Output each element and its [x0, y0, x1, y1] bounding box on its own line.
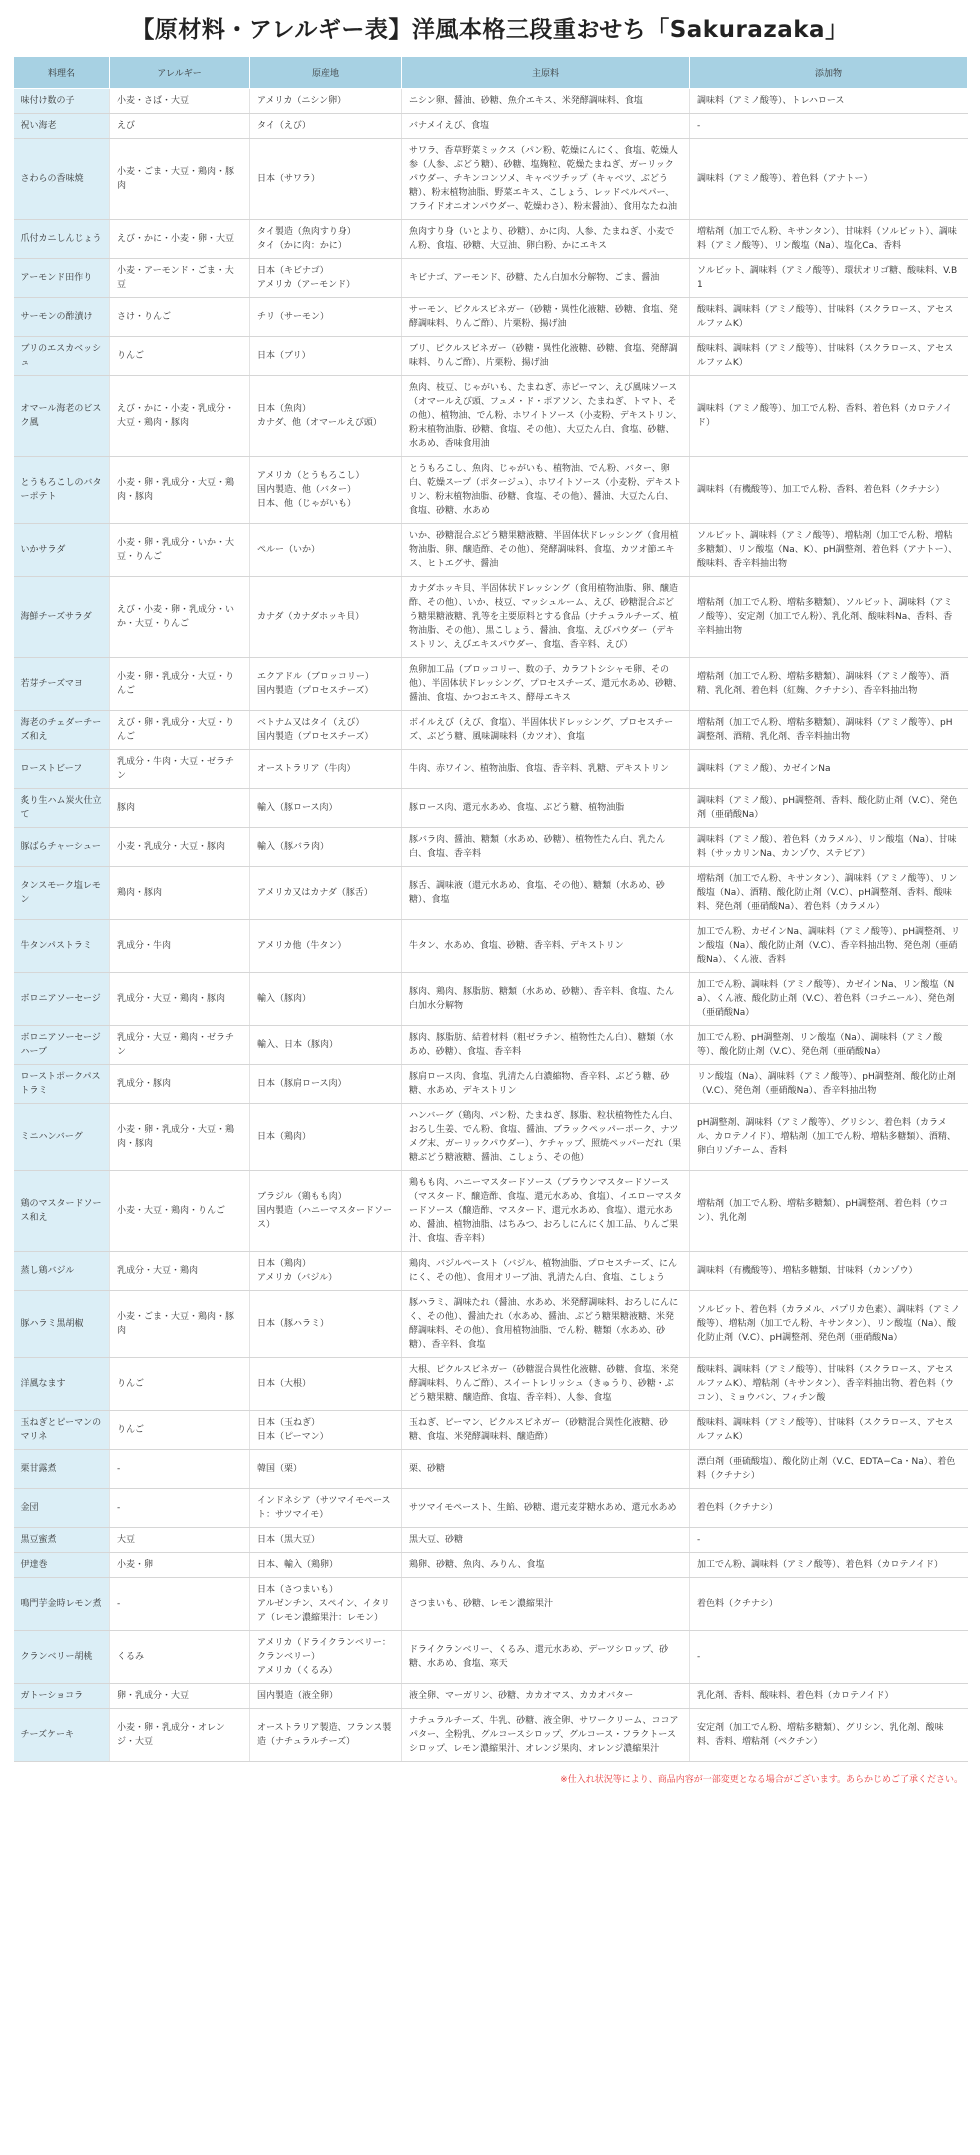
- dish-name-cell: いかサラダ: [14, 524, 110, 577]
- header-dish-name: 料理名: [14, 57, 110, 89]
- origin-cell: 日本（魚肉） カナダ、他（オマールえび頭）: [250, 376, 402, 457]
- allergen-cell: えび: [110, 114, 250, 139]
- additives-cell: 増粘剤（加工でん粉、増粘多糖類）、pH調整剤、着色料（ウコン）、乳化剤: [690, 1171, 968, 1252]
- origin-cell: 輸入（豚肉）: [250, 973, 402, 1026]
- main-ingredients-cell: 魚肉、枝豆、じゃがいも、たまねぎ、赤ピーマン、えび風味ソース（オマールえび頭、フュメ・ド・ポアソン、たまねぎ、トマト、その他）、植物油、でん粉、ホワイトソース（小麦粉、デキストリン、粉末植物油脂、砂糖、食塩、その他）、大豆たん白、食塩、砂糖、水あめ、香味食用油: [402, 376, 690, 457]
- table-row: [14, 1171, 968, 1252]
- origin-cell: 日本（ブリ）: [250, 337, 402, 376]
- dish-name-cell: サーモンの酢漬け: [14, 298, 110, 337]
- table-row: [14, 1553, 968, 1578]
- origin-cell: 日本（玉ねぎ） 日本（ピーマン）: [250, 1411, 402, 1450]
- main-ingredients-cell: 玉ねぎ、ピーマン、ピクルスビネガー（砂糖混合異性化液糖、砂糖、食塩、米発酵調味料、醸造酢）: [402, 1411, 690, 1450]
- dish-name-cell: 栗甘露煮: [14, 1450, 110, 1489]
- additives-cell: ソルビット、調味料（アミノ酸等）、環状オリゴ糖、酸味料、V.B1: [690, 259, 968, 298]
- main-ingredients-cell: ブリ、ピクルスビネガー（砂糖・異性化液糖、砂糖、食塩、発酵調味料、りんご酢）、片栗粉、揚げ油: [402, 337, 690, 376]
- origin-cell: 日本（さつまいも） アルゼンチン、スペイン、イタリア（レモン濃縮果汁：レモン）: [250, 1578, 402, 1631]
- allergen-cell: 小麦・アーモンド・ごま・大豆: [110, 259, 250, 298]
- additives-cell: 調味料（有機酸等）、増粘多糖類、甘味料（カンゾウ）: [690, 1252, 968, 1291]
- additives-cell: -: [690, 1631, 968, 1684]
- main-ingredients-cell: ボイルえび（えび、食塩）、半固体状ドレッシング、プロセスチーズ、ぶどう糖、風味調味料（カツオ）、食塩: [402, 711, 690, 750]
- allergen-cell: 小麦・ごま・大豆・鶏肉・豚肉: [110, 139, 250, 220]
- table-row: [14, 457, 968, 524]
- table-row: [14, 524, 968, 577]
- dish-name-cell: さわらの香味焼: [14, 139, 110, 220]
- dish-name-cell: 爪付カニしんじょう: [14, 220, 110, 259]
- table-row: [14, 789, 968, 828]
- origin-cell: アメリカ又はカナダ（豚舌）: [250, 867, 402, 920]
- origin-cell: 輸入、日本（豚肉）: [250, 1026, 402, 1065]
- additives-cell: 酸味料、調味料（アミノ酸等）、甘味料（スクラロース、アセスルファムK）: [690, 337, 968, 376]
- additives-cell: 調味料（アミノ酸等）、加工でん粉、香料、着色料（カロテノイド）: [690, 376, 968, 457]
- additives-cell: 安定剤（加工でん粉、増粘多糖類）、グリシン、乳化剤、酸味料、香料、増粘剤（ペクチン）: [690, 1709, 968, 1762]
- dish-name-cell: クランベリー胡桃: [14, 1631, 110, 1684]
- origin-cell: 日本（豚肩ロース肉）: [250, 1065, 402, 1104]
- table-row: [14, 1684, 968, 1709]
- dish-name-cell: 黒豆蜜煮: [14, 1528, 110, 1553]
- main-ingredients-cell: 黒大豆、砂糖: [402, 1528, 690, 1553]
- allergen-cell: 小麦・卵・乳成分・いか・大豆・りんご: [110, 524, 250, 577]
- allergen-cell: -: [110, 1578, 250, 1631]
- origin-cell: ブラジル（鶏もも肉） 国内製造（ハニーマスタードソース）: [250, 1171, 402, 1252]
- dish-name-cell: オマール海老のビスク風: [14, 376, 110, 457]
- dish-name-cell: ローストポークパストラミ: [14, 1065, 110, 1104]
- allergen-cell: -: [110, 1489, 250, 1528]
- origin-cell: アメリカ（ドライクランベリー：クランベリー） アメリカ（くるみ）: [250, 1631, 402, 1684]
- table-row: [14, 577, 968, 658]
- table-row: [14, 1489, 968, 1528]
- main-ingredients-cell: 豚舌、調味液（還元水あめ、食塩、その他）、糖類（水あめ、砂糖）、食塩: [402, 867, 690, 920]
- additives-cell: ソルビット、調味料（アミノ酸等）、増粘剤（加工でん粉、増粘多糖類）、リン酸塩（Na、K）、pH調整剤、着色料（アナトー）、酸味料、香辛料抽出物: [690, 524, 968, 577]
- additives-cell: 調味料（アミノ酸等）、トレハロース: [690, 89, 968, 114]
- main-ingredients-cell: 鶏もも肉、ハニーマスタードソース（ブラウンマスタードソース（マスタード、醸造酢、食塩、還元水あめ、食塩）、イエローマスタードソース（醸造酢、マスタード、還元水あめ、食塩）、還元水あめ、醤油、植物油脂、はちみつ、おろしにんにく加工品、りんご果汁、食塩、香辛料）: [402, 1171, 690, 1252]
- origin-cell: アメリカ（ニシン卵）: [250, 89, 402, 114]
- header-additives: 添加物: [690, 57, 968, 89]
- dish-name-cell: 豚ばらチャーシュー: [14, 828, 110, 867]
- main-ingredients-cell: ニシン卵、醤油、砂糖、魚介エキス、米発酵調味料、食塩: [402, 89, 690, 114]
- dish-name-cell: ボロニアソーセージハーブ: [14, 1026, 110, 1065]
- allergen-cell: 乳成分・大豆・鶏肉: [110, 1252, 250, 1291]
- dish-name-cell: 蒸し鶏バジル: [14, 1252, 110, 1291]
- allergen-cell: 小麦・卵・乳成分・大豆・鶏肉・豚肉: [110, 457, 250, 524]
- table-row: [14, 1631, 968, 1684]
- additives-cell: 増粘剤（加工でん粉、キサンタン）、甘味料（ソルビット）、調味料（アミノ酸等）、リン酸塩（Na）、塩化Ca、香料: [690, 220, 968, 259]
- allergen-cell: 乳成分・牛肉: [110, 920, 250, 973]
- origin-cell: 日本（鶏肉） アメリカ（バジル）: [250, 1252, 402, 1291]
- dish-name-cell: 海鮮チーズサラダ: [14, 577, 110, 658]
- main-ingredients-cell: 鶏卵、砂糖、魚肉、みりん、食塩: [402, 1553, 690, 1578]
- main-ingredients-cell: 栗、砂糖: [402, 1450, 690, 1489]
- main-ingredients-cell: 牛タン、水あめ、食塩、砂糖、香辛料、デキストリン: [402, 920, 690, 973]
- additives-cell: リン酸塩（Na）、調味料（アミノ酸等）、pH調整剤、酸化防止剤（V.C）、発色剤（亜硝酸Na）、香辛料抽出物: [690, 1065, 968, 1104]
- additives-cell: 酸味料、調味料（アミノ酸等）、甘味料（スクラロース、アセスルファムK）、増粘剤（キサンタン）、香辛料抽出物、着色料（ウコン）、ミョウバン、フィチン酸: [690, 1358, 968, 1411]
- origin-cell: 輸入（豚ロース肉）: [250, 789, 402, 828]
- additives-cell: 調味料（アミノ酸）、pH調整剤、香料、酸化防止剤（V.C）、発色剤（亜硝酸Na）: [690, 789, 968, 828]
- main-ingredients-cell: 豚肉、豚脂肪、結着材料（粗ゼラチン、植物性たん白）、糖類（水あめ、砂糖）、食塩、香辛料: [402, 1026, 690, 1065]
- additives-cell: 着色料（クチナシ）: [690, 1578, 968, 1631]
- dish-name-cell: 若芽チーズマヨ: [14, 658, 110, 711]
- main-ingredients-cell: 鶏肉、バジルペースト（バジル、植物油脂、プロセスチーズ、にんにく、その他）、食用オリーブ油、乳清たん白、食塩、こしょう: [402, 1252, 690, 1291]
- table-row: [14, 376, 968, 457]
- dish-name-cell: アーモンド田作り: [14, 259, 110, 298]
- additives-cell: 調味料（アミノ酸）、カゼインNa: [690, 750, 968, 789]
- table-row: [14, 1709, 968, 1762]
- origin-cell: 日本（黒大豆）: [250, 1528, 402, 1553]
- allergen-cell: 乳成分・大豆・鶏肉・豚肉: [110, 973, 250, 1026]
- allergen-cell: くるみ: [110, 1631, 250, 1684]
- allergen-cell: 小麦・卵・乳成分・大豆・鶏肉・豚肉: [110, 1104, 250, 1171]
- table-row: [14, 828, 968, 867]
- main-ingredients-cell: 魚卵加工品（ブロッコリー、数の子、カラフトシシャモ卵、その他）、半固体状ドレッシング、プロセスチーズ、還元水あめ、砂糖、醤油、食塩、かつおエキス、酵母エキス: [402, 658, 690, 711]
- dish-name-cell: 玉ねぎとピーマンのマリネ: [14, 1411, 110, 1450]
- additives-cell: 調味料（アミノ酸）、着色料（カラメル）、リン酸塩（Na）、甘味料（サッカリンNa、カンゾウ、ステビア）: [690, 828, 968, 867]
- origin-cell: ペルー（いか）: [250, 524, 402, 577]
- table-row: [14, 1065, 968, 1104]
- allergen-cell: えび・卵・乳成分・大豆・りんご: [110, 711, 250, 750]
- main-ingredients-cell: 牛肉、赤ワイン、植物油脂、食塩、香辛料、乳糖、デキストリン: [402, 750, 690, 789]
- allergen-cell: -: [110, 1450, 250, 1489]
- dish-name-cell: ローストビーフ: [14, 750, 110, 789]
- header-main-ingredients: 主原料: [402, 57, 690, 89]
- main-ingredients-cell: ハンバーグ（鶏肉、パン粉、たまねぎ、豚脂、粒状植物性たん白、おろし生姜、でん粉、食塩、醤油、ブラックペッパーポーク、ナツメグ末、ガーリックパウダー）、ケチャップ、照焼ペッパーだれ（果糖ぶどう糖液糖、醤油、こしょう、その他）: [402, 1104, 690, 1171]
- dish-name-cell: ボロニアソーセージ: [14, 973, 110, 1026]
- origin-cell: 日本（大根）: [250, 1358, 402, 1411]
- main-ingredients-cell: 豚バラ肉、醤油、糖類（水あめ、砂糖）、植物性たん白、乳たん白、食塩、香辛料: [402, 828, 690, 867]
- allergen-cell: 乳成分・豚肉: [110, 1065, 250, 1104]
- table-row: [14, 114, 968, 139]
- origin-cell: インドネシア（サツマイモペースト：サツマイモ）: [250, 1489, 402, 1528]
- additives-cell: 酸味料、調味料（アミノ酸等）、甘味料（スクラロース、アセスルファムK）: [690, 298, 968, 337]
- dish-name-cell: 鶏のマスタードソース和え: [14, 1171, 110, 1252]
- table-body: [14, 89, 968, 1762]
- table-header-row: [14, 57, 968, 89]
- allergen-cell: 小麦・卵・乳成分・大豆・りんご: [110, 658, 250, 711]
- main-ingredients-cell: 魚肉すり身（いとより、砂糖）、かに肉、人参、たまねぎ、小麦でん粉、食塩、砂糖、大豆油、卵白粉、かにエキス: [402, 220, 690, 259]
- main-ingredients-cell: キビナゴ、アーモンド、砂糖、たん白加水分解物、ごま、醤油: [402, 259, 690, 298]
- dish-name-cell: 伊達巻: [14, 1553, 110, 1578]
- allergen-cell: 小麦・さば・大豆: [110, 89, 250, 114]
- allergen-cell: 小麦・大豆・鶏肉・りんご: [110, 1171, 250, 1252]
- allergen-cell: りんご: [110, 337, 250, 376]
- additives-cell: 増粘剤（加工でん粉、増粘多糖類）、調味料（アミノ酸等）、酒精、乳化剤、着色料（紅麹、クチナシ）、香辛料抽出物: [690, 658, 968, 711]
- origin-cell: オーストラリア製造、フランス製造（ナチュラルチーズ）: [250, 1709, 402, 1762]
- allergen-cell: 卵・乳成分・大豆: [110, 1684, 250, 1709]
- origin-cell: タイ（えび）: [250, 114, 402, 139]
- allergen-cell: りんご: [110, 1358, 250, 1411]
- main-ingredients-cell: 液全卵、マーガリン、砂糖、カカオマス、カカオバター: [402, 1684, 690, 1709]
- table-row: [14, 220, 968, 259]
- dish-name-cell: 鳴門芋金時レモン煮: [14, 1578, 110, 1631]
- main-ingredients-cell: とうもろこし、魚肉、じゃがいも、植物油、でん粉、バター、卵白、乾燥スープ（ポタージュ）、ホワイトソース（小麦粉、デキストリン、粉末植物油脂、砂糖、食塩、その他）、醤油、大豆たん白、食塩、砂糖、水あめ: [402, 457, 690, 524]
- main-ingredients-cell: 豚ハラミ、調味たれ（醤油、水あめ、米発酵調味料、おろしにんにく、その他）、醤油たれ（水あめ、醤油、ぶどう糖果糖液糖、米発酵調味料、その他）、食用植物油脂、でん粉、糖類（水あめ、砂糖）、香辛料、食塩: [402, 1291, 690, 1358]
- origin-cell: 輸入（豚バラ肉）: [250, 828, 402, 867]
- table-row: [14, 1450, 968, 1489]
- dish-name-cell: 牛タンパストラミ: [14, 920, 110, 973]
- origin-cell: カナダ（カナダホッキ貝）: [250, 577, 402, 658]
- additives-cell: -: [690, 1528, 968, 1553]
- additives-cell: 増粘剤（加工でん粉、キサンタン）、調味料（アミノ酸等）、リン酸塩（Na）、酒精、酸化防止剤（V.C）、pH調整剤、香料、酸味料、発色剤（亜硝酸Na）、着色料（カラメル）: [690, 867, 968, 920]
- dish-name-cell: 炙り生ハム炭火仕立て: [14, 789, 110, 828]
- dish-name-cell: 祝い海老: [14, 114, 110, 139]
- origin-cell: エクアドル（ブロッコリー） 国内製造（プロセスチーズ）: [250, 658, 402, 711]
- table-row: [14, 1411, 968, 1450]
- table-row: [14, 711, 968, 750]
- main-ingredients-cell: 大根、ピクルスビネガー（砂糖混合異性化液糖、砂糖、食塩、米発酵調味料、りんご酢）、スイートレリッシュ（きゅうり、砂糖・ぶどう糖果糖、醸造酢、食塩、香辛料）、人参、食塩: [402, 1358, 690, 1411]
- allergen-cell: さけ・りんご: [110, 298, 250, 337]
- table-row: [14, 973, 968, 1026]
- table-row: [14, 867, 968, 920]
- header-allergens: アレルギー: [110, 57, 250, 89]
- additives-cell: 加工でん粉、調味料（アミノ酸等）、カゼインNa、リン酸塩（Na）、くん液、酸化防止剤（V.C）、着色料（コチニール）、発色剤（亜硝酸Na）: [690, 973, 968, 1026]
- allergen-cell: 大豆: [110, 1528, 250, 1553]
- additives-cell: 着色料（クチナシ）: [690, 1489, 968, 1528]
- main-ingredients-cell: ナチュラルチーズ、牛乳、砂糖、液全卵、サワークリーム、ココアパター、全粉乳、グルコースシロップ、グルコース・フラクトースシロップ、レモン濃縮果汁、オレンジ果肉、オレンジ濃縮果汁: [402, 1709, 690, 1762]
- additives-cell: 漂白剤（亜硫酸塩）、酸化防止剤（V.C、EDTA−Ca・Na）、着色料（クチナシ）: [690, 1450, 968, 1489]
- additives-cell: 加工でん粉、pH調整剤、リン酸塩（Na）、調味料（アミノ酸等）、酸化防止剤（V.C）、発色剤（亜硝酸Na）: [690, 1026, 968, 1065]
- additives-cell: 増粘剤（加工でん粉、増粘多糖類）、ソルビット、調味料（アミノ酸等）、安定剤（加工でん粉）、乳化剤、酸味料Na、香料、香辛料抽出物: [690, 577, 968, 658]
- table-row: [14, 1578, 968, 1631]
- dish-name-cell: 洋風なます: [14, 1358, 110, 1411]
- origin-cell: 韓国（栗）: [250, 1450, 402, 1489]
- additives-cell: ソルビット、着色料（カラメル、パプリカ色素）、調味料（アミノ酸等）、増粘剤（加工でん粉、キサンタン）、リン酸塩（Na）、酸化防止剤（V.C）、pH調整剤、発色剤（亜硝酸Na）: [690, 1291, 968, 1358]
- allergen-cell: 鶏肉・豚肉: [110, 867, 250, 920]
- main-ingredients-cell: 豚肉、鶏肉、豚脂肪、糖類（水あめ、砂糖）、香辛料、食塩、たん白加水分解物: [402, 973, 690, 1026]
- dish-name-cell: とうもろこしのバターポテト: [14, 457, 110, 524]
- additives-cell: 加工でん粉、調味料（アミノ酸等）、着色料（カロテノイド）: [690, 1553, 968, 1578]
- dish-name-cell: 金団: [14, 1489, 110, 1528]
- main-ingredients-cell: サツマイモペースト、生餡、砂糖、還元麦芽糖水あめ、還元水あめ: [402, 1489, 690, 1528]
- table-row: [14, 1252, 968, 1291]
- page-title: 【原材料・アレルギー表】洋風本格三段重おせち「Sakurazaka」: [131, 17, 849, 43]
- additives-cell: 調味料（アミノ酸等）、着色料（アナトー）: [690, 139, 968, 220]
- table-row: [14, 298, 968, 337]
- allergen-cell: 乳成分・大豆・鶏肉・ゼラチン: [110, 1026, 250, 1065]
- additives-cell: 酸味料、調味料（アミノ酸等）、甘味料（スクラロース、アセスルファムK）: [690, 1411, 968, 1450]
- footnote: ※仕入れ状況等により、商品内容が一部変更となる場合がございます。あらかじめご了承ください。: [560, 1775, 963, 1785]
- table-row: [14, 1291, 968, 1358]
- main-ingredients-cell: バナメイえび、食塩: [402, 114, 690, 139]
- main-ingredients-cell: ドライクランベリー、くるみ、還元水あめ、デーツシロップ、砂糖、水あめ、食塩、寒天: [402, 1631, 690, 1684]
- origin-cell: オーストラリア（牛肉）: [250, 750, 402, 789]
- table-row: [14, 1528, 968, 1553]
- additives-cell: 増粘剤（加工でん粉、増粘多糖類）、調味料（アミノ酸等）、pH調整剤、酒精、乳化剤、香辛料抽出物: [690, 711, 968, 750]
- main-ingredients-cell: サワラ、香草野菜ミックス（パン粉、乾燥にんにく、食塩、乾燥人参（人参、ぶどう糖）、砂糖、塩麹粒、乾燥たまねぎ、ガーリックパウダー、チキンコンソメ、キャベツチップ（キャベツ、ぶどう糖）、粉末植物油脂、野菜エキス、こしょう、レッドベルペパー、フライドオニオンパウダー、乾燥わさ）、粉末醤油）、食用なたね油: [402, 139, 690, 220]
- dish-name-cell: ガトーショコラ: [14, 1684, 110, 1709]
- origin-cell: ベトナム又はタイ（えび） 国内製造（プロセスチーズ）: [250, 711, 402, 750]
- dish-name-cell: ブリのエスカベッシュ: [14, 337, 110, 376]
- origin-cell: チリ（サーモン）: [250, 298, 402, 337]
- additives-cell: 加工でん粉、カゼインNa、調味料（アミノ酸等）、pH調整剤、リン酸塩（Na）、酸化防止剤（V.C）、香辛料抽出物、発色剤（亜硝酸Na）、くん液、香料: [690, 920, 968, 973]
- allergen-cell: 小麦・乳成分・大豆・豚肉: [110, 828, 250, 867]
- table-row: [14, 1358, 968, 1411]
- additives-cell: 乳化剤、香料、酸味料、着色料（カロテノイド）: [690, 1684, 968, 1709]
- allergen-cell: えび・かに・小麦・卵・大豆: [110, 220, 250, 259]
- allergen-cell: 小麦・ごま・大豆・鶏肉・豚肉: [110, 1291, 250, 1358]
- main-ingredients-cell: さつまいも、砂糖、レモン濃縮果汁: [402, 1578, 690, 1631]
- origin-cell: 日本（キビナゴ） アメリカ（アーモンド）: [250, 259, 402, 298]
- table-row: [14, 750, 968, 789]
- allergen-cell: 小麦・卵・乳成分・オレンジ・大豆: [110, 1709, 250, 1762]
- dish-name-cell: 海老のチェダーチーズ和え: [14, 711, 110, 750]
- dish-name-cell: チーズケーキ: [14, 1709, 110, 1762]
- origin-cell: 日本（豚ハラミ）: [250, 1291, 402, 1358]
- dish-name-cell: タンスモーク塩レモン: [14, 867, 110, 920]
- main-ingredients-cell: 豚肩ロース肉、食塩、乳清たん白濃縮物、香辛料、ぶどう糖、砂糖、水あめ、デキストリン: [402, 1065, 690, 1104]
- main-ingredients-cell: 豚ロース肉、還元水あめ、食塩、ぶどう糖、植物油脂: [402, 789, 690, 828]
- main-ingredients-cell: サーモン、ピクルスビネガー（砂糖・異性化液糖、砂糖、食塩、発酵調味料、りんご酢）、片栗粉、揚げ油: [402, 298, 690, 337]
- additives-cell: 調味料（有機酸等）、加工でん粉、香料、着色料（クチナシ）: [690, 457, 968, 524]
- table-row: [14, 920, 968, 973]
- main-ingredients-cell: カナダホッキ貝、半固体状ドレッシング（食用植物油脂、卵、醸造酢、その他）、いか、枝豆、マッシュルーム、えび、砂糖混合ぶどう糖果糖液糖、乳等を主要原料とする食品（ナチュラルチーズ、植物油脂、その他）、黒こしょう、醤油、食塩、えびパウダー（デキストリン、えびエキスパウダー、食塩、香辛料、えび）: [402, 577, 690, 658]
- table-row: [14, 337, 968, 376]
- origin-cell: 日本、輸入（鶏卵）: [250, 1553, 402, 1578]
- origin-cell: アメリカ（とうもろこし） 国内製造、他（バター） 日本、他（じゃがいも）: [250, 457, 402, 524]
- origin-cell: 日本（サワラ）: [250, 139, 402, 220]
- allergen-cell: 豚肉: [110, 789, 250, 828]
- origin-cell: タイ製造（魚肉すり身） タイ（かに肉：かに）: [250, 220, 402, 259]
- additives-cell: pH調整剤、調味料（アミノ酸等）、グリシン、着色料（カラメル、カロテノイド）、増粘剤（加工でん粉、増粘多糖類）、酒精、卵白リゾチーム、香料: [690, 1104, 968, 1171]
- additives-cell: -: [690, 114, 968, 139]
- table-row: [14, 1104, 968, 1171]
- dish-name-cell: 豚ハラミ黒胡椒: [14, 1291, 110, 1358]
- dish-name-cell: 味付け数の子: [14, 89, 110, 114]
- origin-cell: アメリカ他（牛タン）: [250, 920, 402, 973]
- origin-cell: 国内製造（液全卵）: [250, 1684, 402, 1709]
- origin-cell: 日本（鶏肉）: [250, 1104, 402, 1171]
- allergen-cell: 小麦・卵: [110, 1553, 250, 1578]
- allergen-cell: りんご: [110, 1411, 250, 1450]
- dish-name-cell: ミニハンバーグ: [14, 1104, 110, 1171]
- allergen-cell: えび・かに・小麦・乳成分・大豆・鶏肉・豚肉: [110, 376, 250, 457]
- table-row: [14, 139, 968, 220]
- allergen-table: [13, 56, 968, 1762]
- main-ingredients-cell: いか、砂糖混合ぶどう糖果糖液糖、半固体状ドレッシング（食用植物油脂、卵、醸造酢、その他）、発酵調味料、食塩、カツオ節エキス、ヒトエグサ、醤油: [402, 524, 690, 577]
- table-row: [14, 259, 968, 298]
- allergen-cell: 乳成分・牛肉・大豆・ゼラチン: [110, 750, 250, 789]
- header-origin: 原産地: [250, 57, 402, 89]
- table-row: [14, 89, 968, 114]
- table-row: [14, 1026, 968, 1065]
- allergen-cell: えび・小麦・卵・乳成分・いか・大豆・りんご: [110, 577, 250, 658]
- table-row: [14, 658, 968, 711]
